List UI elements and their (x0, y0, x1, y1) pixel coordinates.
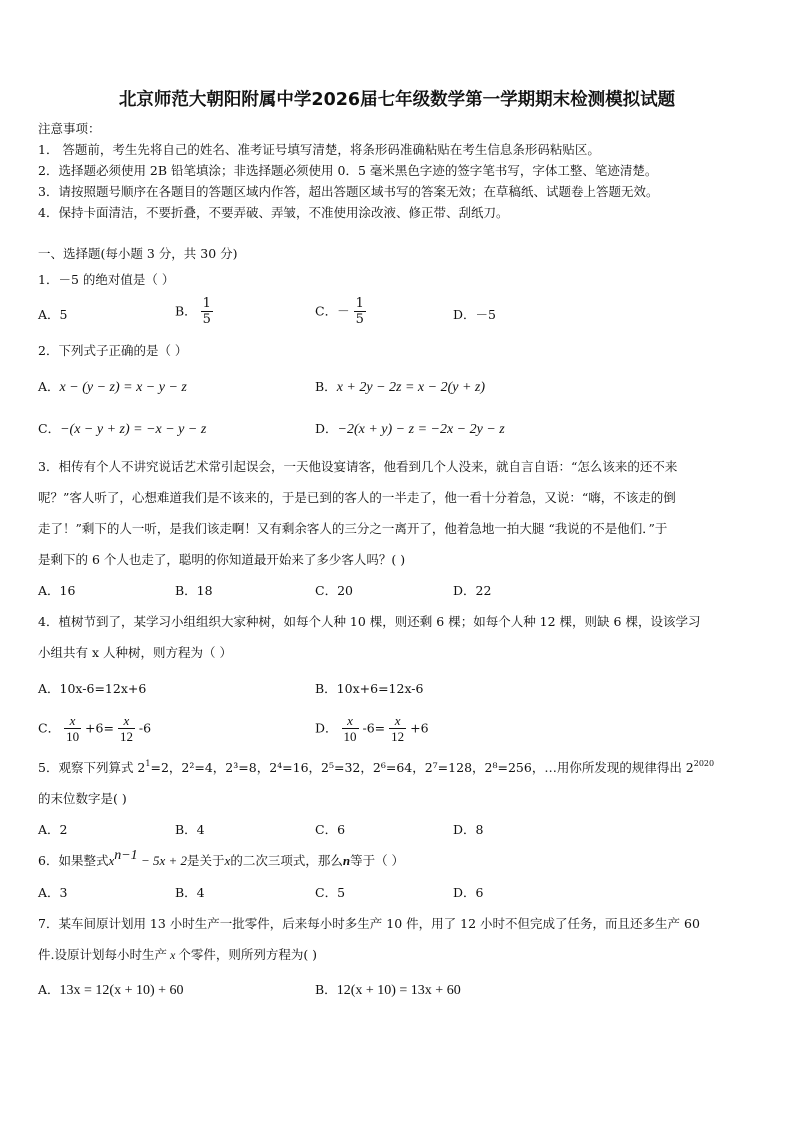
question-1-stem: 1．－5 的绝对值是（ ） (38, 272, 175, 287)
q6-expression-rest: − 5x + 2 (137, 853, 188, 868)
q5-option-a: A．2 (38, 822, 68, 837)
question-5-line-1 (38, 760, 714, 776)
q5-option-d: D．8 (453, 822, 484, 837)
q2-option-b (315, 379, 485, 396)
question-4-line: 4．植树节到了，某学习小组组织大家种树，如每个人种 10 棵，则还剩 6 棵；如每个人种 12 棵，则缺 6 棵，设该学习 (38, 614, 701, 629)
fraction-numerator: 1 (202, 296, 211, 311)
fraction-denominator: 5 (355, 312, 364, 327)
q4-option-c-fraction-2 (118, 713, 135, 744)
q7-option-a-expression: 13x = 12(x + 10) + 60 (59, 983, 184, 998)
q4-option-c-end: -6 (138, 720, 152, 736)
q2-option-a-label: A． (38, 379, 60, 394)
note-item: 3．请按照题号顺序在各题目的答题区域内作答，超出答题区域书写的答案无效；在草稿纸、试题卷上答题无效。 (38, 184, 659, 199)
q3-option-c: C．20 (315, 583, 353, 598)
q7-option-b-expression: 12(x + 10) = 13x + 60 (336, 983, 461, 998)
q2-option-d-expression: −2(x + y) − z = −2x − 2y − z (337, 422, 505, 437)
q1-option-c (315, 296, 366, 327)
q4-option-c-label: C． (38, 720, 61, 736)
q1-option-b-label: B． (175, 303, 197, 319)
q2-option-d-label: D． (315, 421, 338, 436)
q4-option-c-fraction-1 (64, 713, 81, 744)
q5-exponent: 1 (145, 759, 151, 768)
section-heading: 一、选择题(每小题 3 分，共 30 分) (38, 246, 238, 261)
question-4-line: 小组共有 x 人种树，则方程为（ ） (38, 645, 232, 660)
q4-option-d-fraction-2 (389, 713, 406, 744)
q1-option-a: A．5 (38, 307, 68, 322)
q4-option-c-middle: +6= (85, 720, 114, 736)
q4-option-a: A．10x-6=12x+6 (38, 681, 147, 696)
q6-expression-exponent: n−1 (114, 848, 138, 863)
fraction-numerator: x (118, 713, 135, 729)
q7-option-b (315, 982, 461, 999)
q2-option-c-label: C． (38, 421, 61, 436)
q3-option-d: D．22 (453, 583, 492, 598)
note-item: 2．选择题必须使用 2B 铅笔填涂；非选择题必须使用 0．5 毫米黑色字迹的签字笔书写，字体工整、笔迹清楚。 (38, 163, 658, 178)
q7-option-b-label: B． (315, 982, 337, 997)
page-title: 北京师范大朝阳附属中学2026届七年级数学第一学期期末检测模拟试题 (118, 90, 676, 110)
q1-option-c-label: C．－ (315, 303, 350, 319)
question-3-line: 走了！”剩下的人一听，是我们该走啊！又有剩余客人的三分之一离开了，他着急地一拍大腿 “我说的不是他们．”于 (38, 521, 668, 536)
q2-option-c (38, 421, 206, 438)
q1-option-b (175, 296, 213, 327)
notes-heading: 注意事项： (38, 121, 101, 136)
q4-option-d (315, 713, 429, 744)
q6-text-post: 的二次三项式，那么 (230, 853, 343, 868)
fraction-denominator: 12 (391, 729, 405, 744)
q4-option-b: B．10x+6=12x-6 (315, 681, 424, 696)
q6-text-end: 等于（ ） (350, 853, 405, 868)
q6-option-c: C．5 (315, 885, 346, 900)
fraction-denominator: 5 (202, 312, 211, 327)
fraction-denominator: 10 (66, 729, 80, 744)
q6-variable: x (224, 853, 231, 868)
q2-option-a (38, 379, 187, 396)
q1-option-d: D．－5 (453, 307, 496, 322)
q6-option-a: A．3 (38, 885, 68, 900)
fraction-numerator: 1 (355, 296, 364, 311)
question-7-line-1: 7．某车间原计划用 13 小时生产一批零件，后来每小时多生产 10 件，用了 12 小时不但完成了任务，而且还多生产 60 (38, 916, 700, 931)
q2-option-b-label: B． (315, 379, 337, 394)
fraction-denominator: 12 (119, 729, 133, 744)
q7-variable: x (169, 948, 176, 962)
q5-option-c: C．6 (315, 822, 346, 837)
q2-option-d (315, 421, 505, 438)
q2-option-c-expression: −(x − y + z) = −x − y − z (60, 422, 207, 437)
q5-option-b: B．4 (175, 822, 205, 837)
q5-text-start: 5．观察下列算式 2 (38, 760, 146, 775)
question-6-stem (38, 848, 405, 869)
question-5-line-2: 的末位数字是( ) (38, 791, 127, 806)
q6-text-start: 6．如果整式 (38, 853, 109, 868)
question-2-stem: 2．下列式子正确的是（ ） (38, 343, 188, 358)
q3-option-b: B．18 (175, 583, 213, 598)
q7-option-a (38, 982, 184, 999)
q6-option-b: B．4 (175, 885, 205, 900)
q4-option-d-label: D． (315, 720, 338, 736)
q7-text-end: 个零件，则所列方程为( ) (178, 947, 318, 962)
fraction-numerator: x (389, 713, 406, 729)
question-7-line-2 (38, 947, 317, 963)
q4-option-d-end: +6 (410, 720, 429, 736)
note-item: 1． 答题前，考生先将自己的姓名、准考证号填写清楚，将条形码准确粘贴在考生信息条形码粘贴区。 (38, 142, 600, 157)
fraction-numerator: x (342, 713, 359, 729)
q4-option-d-middle: -6= (362, 720, 386, 736)
fraction-denominator: 10 (343, 729, 357, 744)
q6-option-d: D．6 (453, 885, 484, 900)
question-3-line: 呢？”客人听了，心想难道我们是不该来的，于是已到的客人的一半走了，他一看十分着急，又说：“嗨，不该走的倒 (38, 490, 676, 505)
q4-option-c (38, 713, 151, 744)
q1-option-c-fraction (354, 296, 366, 327)
fraction-numerator: x (64, 713, 81, 729)
q6-n-variable: n (342, 853, 351, 868)
question-3-line: 是剩下的 6 个人也走了，聪明的你知道最开始来了多少客人吗？( ) (38, 552, 406, 567)
q2-option-b-expression: x + 2y − 2z = x − 2(y + z) (336, 380, 485, 395)
q3-option-a: A．16 (38, 583, 76, 598)
q5-text-rest: =2，2²=4，2³=8，2⁴=16，2⁵=32，2⁶=64，2⁷=128，2⁸=256，…用你所发现的规律得出 2 (150, 760, 694, 775)
q6-expression-base: x (108, 853, 115, 868)
q1-option-b-fraction (201, 296, 213, 327)
q7-option-a-label: A． (38, 982, 60, 997)
note-item: 4．保持卡面清洁，不要折叠，不要弄破、弄皱，不准使用涂改液、修正带、刮纸刀。 (38, 205, 509, 220)
q6-text-middle: 是关于 (187, 853, 225, 868)
q7-text-start: 件.设原计划每小时生产 (38, 947, 167, 962)
q2-option-a-expression: x − (y − z) = x − y − z (59, 380, 187, 395)
q4-option-d-fraction-1 (342, 713, 359, 744)
question-3-line: 3．相传有个人不讲究说话艺术常引起误会，一天他设宴请客，他看到几个人没来，就自言自语：“怎么该来的还不来 (38, 459, 678, 474)
q5-exponent-2020: 2020 (693, 759, 715, 768)
